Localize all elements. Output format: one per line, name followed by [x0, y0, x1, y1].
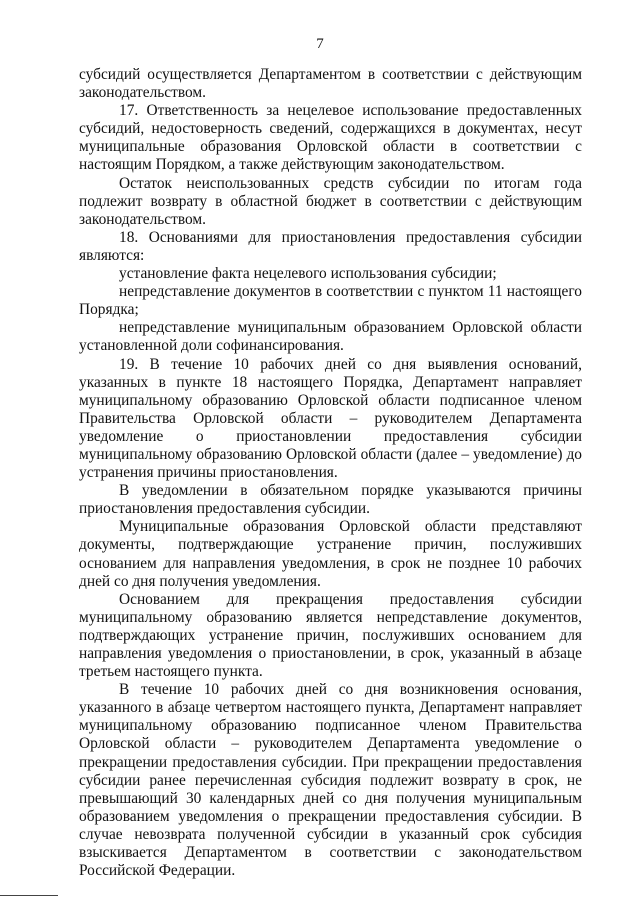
paragraph-ground-misuse: установление факта нецелевого использования субсидии; [119, 265, 497, 283]
paragraph-item-18: 18. Основаниями для приостановления предоставления субсидии являются: [79, 228, 582, 264]
paragraph-termination-ground: Основанием для прекращения предоставления субсидии муниципальному образованию является непредставление документов, подтверждающих устранение причин, послуживших основанием для направления уведомления о приостановлении, в срок, указанный в абзаце третьем настоящего пункта. [79, 590, 582, 681]
paragraph-ground-cofinancing: непредставление муниципальным образованием Орловской области установленной доли софинансирования. [79, 319, 582, 355]
paragraph-continuation: субсидий осуществляется Департаментом в соответствии с действующим законодательством. [79, 66, 582, 102]
paragraph-termination-procedure: В течение 10 рабочих дней со дня возникновения основания, указанного в абзаце четвертом настоящего пункта, Департамент направляет муниципальному образованию подписанное членом Правительства Орловской области – руководителем Департамента уведомление о прекращении предоставления субсидии. При прекращении предоставления субсидии ранее перечисленная субсидия подлежит возврату в срок, не превышающий 30 календарных дней со дня получения муниципальным образованием уведомления о прекращении предоставления субсидии. В случае невозврата полученной субсидии в указанный срок субсидия взыскивается Департаментом в соответствии с законодательством Российской Федерации. [79, 681, 582, 880]
paragraph-ground-documents: непредставление документов в соответствии с пунктом 11 настоящего Порядка; [79, 283, 582, 319]
paragraph-notice-reasons: В уведомлении в обязательном порядке указываются причины приостановления предоставления субсидии. [79, 482, 582, 518]
paragraph-item-17: 17. Ответственность за нецелевое использование предоставленных субсидий, недостоверность сведений, содержащихся в документах, несут муниципальные образования Орловской области в соответствии с настоящим Порядком, а также действующим законодательством. [79, 102, 582, 174]
footer-rule [0, 895, 58, 896]
paragraph-item-19: 19. В течение 10 рабочих дней со дня выявления оснований, указанных в пункте 18 настоящего Порядка, Департамент направляет муниципальному образованию Орловской области подписанное членом Правительства Орловской области – руководителем Департамента уведомление о приостановлении предоставления субсидии муниципальному образованию Орловской области (далее – уведомление) до устранения причины приостановления. [79, 355, 582, 482]
document-body [79, 66, 582, 880]
paragraph-unused-funds: Остаток неиспользованных средств субсидии по итогам года подлежит возврату в областной бюджет в соответствии с действующим законодательством. [79, 174, 582, 228]
paragraph-documents-submission: Муниципальные образования Орловской области представляют документы, подтверждающие устранение причин, послуживших основанием для направления уведомления, в срок не позднее 10 рабочих дней со дня получения уведомления. [79, 518, 582, 590]
page-number: 7 [316, 36, 324, 52]
